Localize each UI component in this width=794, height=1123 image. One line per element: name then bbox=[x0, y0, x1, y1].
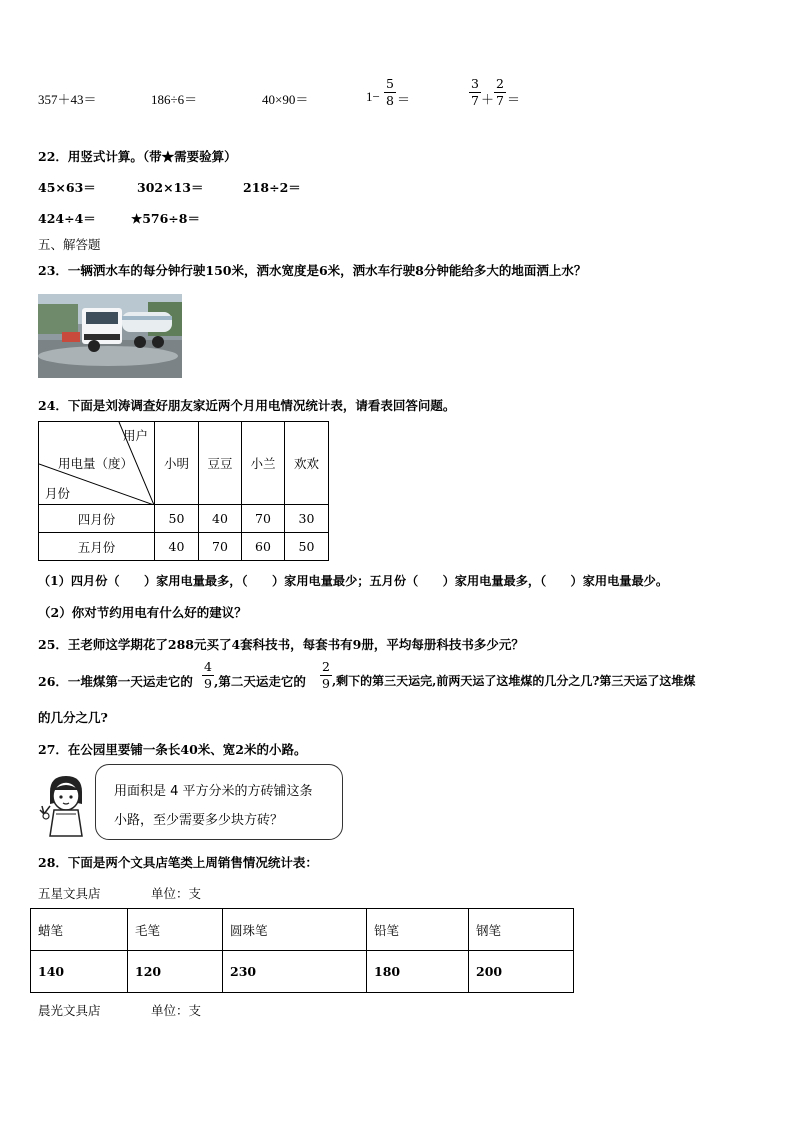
q22-item-4: 424÷4＝ bbox=[38, 211, 96, 226]
expr-5-suffix: ＝ bbox=[507, 92, 521, 107]
expr-5-plus: ＋ bbox=[481, 92, 495, 107]
fraction-denominator: 7 bbox=[496, 93, 504, 108]
q26-part-1: 26．一堆煤第一天运走它的 bbox=[38, 674, 193, 689]
q27-title: 27．在公园里要铺一条长40米、宽2米的小路。 bbox=[38, 742, 307, 757]
cell-value: 50 bbox=[285, 533, 329, 561]
pen-sales-table bbox=[30, 908, 574, 993]
girl-cartoon-icon bbox=[36, 770, 92, 838]
value-cell: 200 bbox=[469, 951, 574, 993]
table-row bbox=[31, 909, 574, 951]
table-row bbox=[31, 951, 574, 993]
expr-4-fraction bbox=[384, 77, 396, 108]
header-user-2: 豆豆 bbox=[199, 422, 242, 505]
header-user-1: 小明 bbox=[155, 422, 199, 505]
store-1-name: 五星文具店 bbox=[38, 886, 101, 901]
expr-4-prefix: 1− bbox=[366, 89, 380, 104]
fraction-numerator: 3 bbox=[471, 76, 479, 91]
section-heading: 五、解答题 bbox=[38, 237, 101, 252]
q25-text: 25．王老师这学期花了288元买了4套科技书，每套书有9册，平均每册科技书多少元？ bbox=[38, 637, 524, 652]
expr-4-suffix: ＝ bbox=[397, 92, 411, 107]
row-month: 五月份 bbox=[39, 533, 155, 561]
header-month: 月份 bbox=[45, 486, 71, 501]
fraction-numerator: 2 bbox=[496, 76, 504, 91]
row-month: 四月份 bbox=[39, 505, 155, 533]
cell-value: 30 bbox=[285, 505, 329, 533]
bubble-line-1: 用面积是 4 平方分米的方砖铺这条 bbox=[114, 784, 313, 799]
store-1-unit: 单位：支 bbox=[151, 886, 202, 901]
expr-5-fraction-2 bbox=[494, 77, 506, 108]
cell-value: 50 bbox=[155, 505, 199, 533]
expr-3: 40×90＝ bbox=[262, 92, 309, 107]
cell-value: 40 bbox=[199, 505, 242, 533]
header-cell: 毛笔 bbox=[128, 909, 223, 951]
fraction-numerator: 4 bbox=[204, 659, 212, 674]
value-cell: 140 bbox=[31, 951, 128, 993]
value-cell: 230 bbox=[223, 951, 367, 993]
q26-fraction-2 bbox=[320, 660, 332, 691]
store-2-name: 晨光文具店 bbox=[38, 1003, 101, 1018]
cell-value: 70 bbox=[199, 533, 242, 561]
header-cell: 蜡笔 bbox=[31, 909, 128, 951]
fraction-numerator: 2 bbox=[322, 659, 330, 674]
water-truck-photo bbox=[38, 294, 182, 378]
bubble-line-2: 小路，至少需要多少块方砖？ bbox=[114, 813, 284, 828]
q22-item-1: 45×63＝ bbox=[38, 180, 96, 195]
fraction-denominator: 8 bbox=[386, 93, 394, 108]
fraction-denominator: 9 bbox=[204, 676, 212, 691]
q24-subquestion-1: （1）四月份（ ）家用电量最多，（ ）家用电量最少；五月份（ ）家用电量最多，（ ）家用电量最少。 bbox=[38, 574, 669, 588]
q26-part-3: ,剩下的第三天运完,前两天运了这堆煤的几分之几?第三天运了这堆煤 bbox=[332, 674, 696, 688]
header-power: 用电量（度） bbox=[58, 456, 134, 471]
header-cell: 钢笔 bbox=[469, 909, 574, 951]
expr-2: 186÷6＝ bbox=[151, 92, 198, 107]
cell-value: 40 bbox=[155, 533, 199, 561]
table-row bbox=[39, 505, 329, 533]
electricity-table bbox=[38, 421, 329, 561]
q26-part-2: ,第二天运走它的 bbox=[214, 674, 306, 689]
fraction-numerator: 5 bbox=[386, 76, 394, 91]
expr-1: 357＋43＝ bbox=[38, 92, 97, 107]
expr-5-fraction-1 bbox=[469, 77, 481, 108]
q22-item-2: 302×13＝ bbox=[137, 180, 204, 195]
q26-line-2: 的几分之几? bbox=[38, 710, 108, 725]
header-user: 用户 bbox=[123, 428, 149, 443]
q22-item-3: 218÷2＝ bbox=[243, 180, 301, 195]
header-user-4: 欢欢 bbox=[285, 422, 329, 505]
q24-subquestion-2: （2）你对节约用电有什么好的建议？ bbox=[38, 605, 247, 620]
value-cell: 120 bbox=[128, 951, 223, 993]
header-user-3: 小兰 bbox=[242, 422, 285, 505]
fraction-denominator: 7 bbox=[471, 93, 479, 108]
q28-title: 28．下面是两个文具店笔类上周销售情况统计表： bbox=[38, 855, 318, 870]
q24-title: 24．下面是刘涛调查好朋友家近两个月用电情况统计表，请看表回答问题。 bbox=[38, 398, 456, 413]
header-cell: 圆珠笔 bbox=[223, 909, 367, 951]
q22-title: 22．用竖式计算。（带★需要验算） bbox=[38, 149, 237, 164]
table-header-diagonal-cell bbox=[39, 422, 155, 505]
cell-value: 60 bbox=[242, 533, 285, 561]
q22-item-5: ★576÷8＝ bbox=[131, 211, 200, 226]
fraction-denominator: 9 bbox=[322, 676, 330, 691]
q23-text: 23．一辆洒水车的每分钟行驶150米，洒水宽度是6米，洒水车行驶8分钟能给多大的地面洒上水？ bbox=[38, 263, 587, 278]
speech-bubble bbox=[95, 764, 343, 840]
table-row bbox=[39, 533, 329, 561]
store-2-unit: 单位：支 bbox=[151, 1003, 202, 1018]
header-cell: 铅笔 bbox=[367, 909, 469, 951]
value-cell: 180 bbox=[367, 951, 469, 993]
cell-value: 70 bbox=[242, 505, 285, 533]
q26-fraction-1 bbox=[202, 660, 214, 691]
